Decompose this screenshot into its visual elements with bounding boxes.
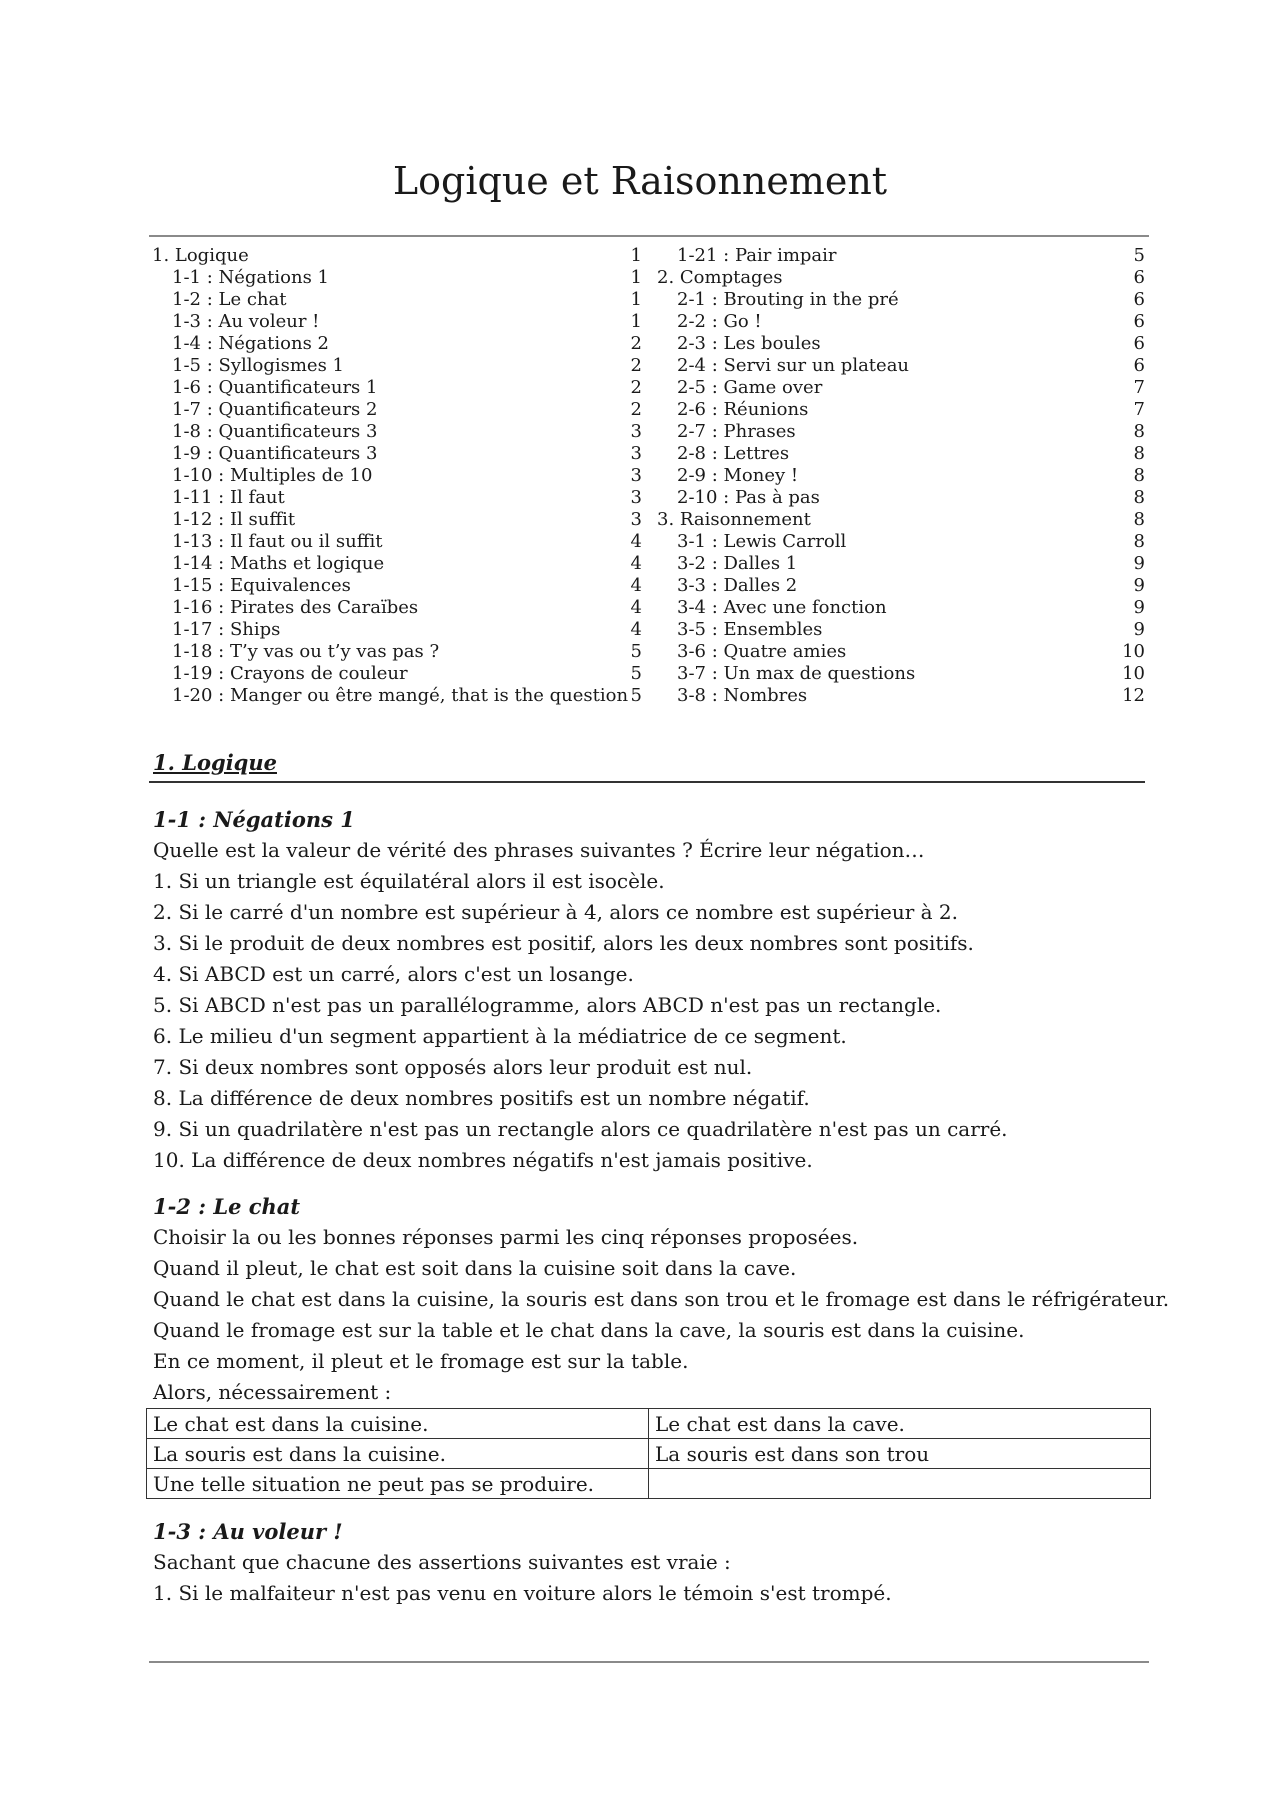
- toc-entry[interactable]: [657, 289, 1145, 311]
- toc-entry[interactable]: [657, 531, 1145, 553]
- toc-entry[interactable]: [657, 267, 1145, 289]
- toc-entry-label: 1-8 : Quantificateurs 3: [172, 421, 378, 442]
- toc-entry-label: 2-2 : Go !: [677, 311, 762, 332]
- toc-entry-label: 1-18 : T’y vas ou t’y vas pas ?: [172, 641, 440, 662]
- toc-entry-page-number: 3: [630, 509, 642, 530]
- toc-entry-label: 1-6 : Quantificateurs 1: [172, 377, 378, 398]
- text-line: Quand le fromage est sur la table et le chat dans la cave, la souris est dans la cuisine.: [153, 1318, 1025, 1342]
- toc-entry-label: 1-3 : Au voleur !: [172, 311, 320, 332]
- toc-entry[interactable]: [152, 509, 642, 531]
- toc-entry-label: 1-20 : Manger ou être mangé, that is the question: [172, 685, 629, 706]
- toc-entry[interactable]: [657, 509, 1145, 531]
- footer-rule: [149, 1661, 1149, 1663]
- toc-entry-label: 1-4 : Négations 2: [172, 333, 329, 354]
- toc-entry-page-number: 2: [630, 333, 642, 354]
- toc-entry-page-number: 6: [1133, 267, 1145, 288]
- toc-entry-label: 2-10 : Pas à pas: [677, 487, 820, 508]
- toc-entry[interactable]: [657, 355, 1145, 377]
- toc-entry-page-number: 5: [1133, 245, 1145, 266]
- chapter-heading: 1. Logique: [153, 750, 277, 775]
- toc-entry-label: 1-11 : Il faut: [172, 487, 285, 508]
- toc-entry[interactable]: [657, 333, 1145, 355]
- toc-entry-page-number: 8: [1133, 443, 1145, 464]
- statement-item: 1. Si un triangle est équilatéral alors il est isocèle.: [153, 869, 665, 893]
- toc-entry[interactable]: [152, 641, 642, 663]
- answer-table: [146, 1408, 1151, 1499]
- toc-entry-label: 3-2 : Dalles 1: [677, 553, 798, 574]
- answer-choice[interactable]: Le chat est dans la cuisine.: [147, 1409, 649, 1439]
- section-intro: Quelle est la valeur de vérité des phrases suivantes ? Écrire leur négation…: [153, 838, 925, 862]
- toc-entry[interactable]: [152, 355, 642, 377]
- toc-entry-page-number: 1: [630, 245, 642, 266]
- toc-entry[interactable]: [657, 487, 1145, 509]
- toc-entry[interactable]: [657, 641, 1145, 663]
- toc-entry[interactable]: [152, 289, 642, 311]
- toc-entry[interactable]: [152, 399, 642, 421]
- toc-entry-page-number: 2: [630, 377, 642, 398]
- problem-text: [153, 1547, 1153, 1609]
- toc-entry[interactable]: [657, 619, 1145, 641]
- section-heading-le-chat: 1-2 : Le chat: [153, 1194, 301, 1219]
- text-line: Quand il pleut, le chat est soit dans la cuisine soit dans la cave.: [153, 1256, 797, 1280]
- statement-item: 5. Si ABCD n'est pas un parallélogramme, alors ABCD n'est pas un rectangle.: [153, 993, 942, 1017]
- toc-entry[interactable]: [657, 465, 1145, 487]
- toc-entry-page-number: 1: [630, 289, 642, 310]
- toc-entry[interactable]: [152, 619, 642, 641]
- answer-choice[interactable]: La souris est dans la cuisine.: [147, 1439, 649, 1469]
- toc-entry-label: 3-3 : Dalles 2: [677, 575, 798, 596]
- toc-entry-label: 1-13 : Il faut ou il suffit: [172, 531, 383, 552]
- problem-text: [153, 1222, 1170, 1408]
- toc-entry-label: 2-5 : Game over: [677, 377, 823, 398]
- toc-entry-label: 3-4 : Avec une fonction: [677, 597, 887, 618]
- title-rule: [149, 235, 1149, 237]
- toc-entry-label: 1. Logique: [152, 245, 249, 266]
- toc-entry[interactable]: [657, 553, 1145, 575]
- toc-entry-page-number: 4: [630, 553, 642, 574]
- toc-entry-page-number: 6: [1133, 289, 1145, 310]
- answer-choice[interactable]: Une telle situation ne peut pas se produire.: [147, 1469, 649, 1499]
- toc-entry[interactable]: [152, 685, 642, 707]
- toc-right-column: [657, 245, 1145, 707]
- text-line: 1. Si le malfaiteur n'est pas venu en voiture alors le témoin s'est trompé.: [153, 1581, 892, 1605]
- toc-entry-label: 2-4 : Servi sur un plateau: [677, 355, 910, 376]
- toc-entry[interactable]: [657, 685, 1145, 707]
- text-line: Sachant que chacune des assertions suivantes est vraie :: [153, 1550, 731, 1574]
- toc-entry[interactable]: [152, 245, 642, 267]
- toc-entry-label: 3-5 : Ensembles: [677, 619, 823, 640]
- toc-entry-label: 2-8 : Lettres: [677, 443, 790, 464]
- toc-entry-label: 3-6 : Quatre amies: [677, 641, 847, 662]
- toc-entry[interactable]: [152, 487, 642, 509]
- statement-list: [153, 866, 1153, 1176]
- toc-entry-label: 1-1 : Négations 1: [172, 267, 329, 288]
- toc-entry-label: 2-7 : Phrases: [677, 421, 796, 442]
- toc-entry[interactable]: [657, 245, 1145, 267]
- toc-entry-label: 1-7 : Quantificateurs 2: [172, 399, 378, 420]
- toc-entry[interactable]: [152, 575, 642, 597]
- toc-entry-page-number: 6: [1133, 333, 1145, 354]
- toc-entry-page-number: 5: [630, 641, 642, 662]
- toc-left-column: [152, 245, 642, 707]
- section-heading-negations-1: 1-1 : Négations 1: [153, 807, 355, 832]
- toc-entry-page-number: 12: [1122, 685, 1145, 706]
- toc-entry-page-number: 8: [1133, 421, 1145, 442]
- text-line: Choisir la ou les bonnes réponses parmi les cinq réponses proposées.: [153, 1225, 859, 1249]
- toc-entry[interactable]: [657, 663, 1145, 685]
- text-line: Alors, nécessairement :: [153, 1380, 392, 1404]
- toc-entry-label: 1-14 : Maths et logique: [172, 553, 385, 574]
- toc-entry-label: 2. Comptages: [657, 267, 783, 288]
- answer-row: [147, 1439, 1151, 1469]
- toc-entry-label: 2-9 : Money !: [677, 465, 799, 486]
- toc-entry-page-number: 4: [630, 597, 642, 618]
- answer-choice[interactable]: Le chat est dans la cave.: [649, 1409, 1151, 1439]
- toc-entry[interactable]: [152, 531, 642, 553]
- toc-entry-label: 3-1 : Lewis Carroll: [677, 531, 847, 552]
- toc-entry[interactable]: [657, 575, 1145, 597]
- statement-item: 10. La différence de deux nombres négatifs n'est jamais positive.: [153, 1148, 813, 1172]
- toc-entry-label: 1-12 : Il suffit: [172, 509, 296, 530]
- toc-entry-page-number: 5: [630, 685, 642, 706]
- toc-entry-label: 1-2 : Le chat: [172, 289, 287, 310]
- toc-entry[interactable]: [152, 267, 642, 289]
- toc-entry-page-number: 3: [630, 421, 642, 442]
- toc-entry-page-number: 5: [630, 663, 642, 684]
- statement-item: 4. Si ABCD est un carré, alors c'est un losange.: [153, 962, 634, 986]
- statement-item: 6. Le milieu d'un segment appartient à la médiatrice de ce segment.: [153, 1024, 847, 1048]
- toc-entry[interactable]: [152, 377, 642, 399]
- answer-choice[interactable]: La souris est dans son trou: [649, 1439, 1151, 1469]
- toc-entry-label: 3-8 : Nombres: [677, 685, 808, 706]
- section-heading-au-voleur: 1-3 : Au voleur !: [153, 1519, 343, 1544]
- toc-entry-page-number: 4: [630, 619, 642, 640]
- statement-item: 7. Si deux nombres sont opposés alors leur produit est nul.: [153, 1055, 753, 1079]
- answer-row: [147, 1409, 1151, 1439]
- toc-entry-page-number: 2: [630, 355, 642, 376]
- toc-entry-label: 1-21 : Pair impair: [677, 245, 837, 266]
- answer-row: [147, 1469, 1151, 1499]
- toc-entry-label: 1-9 : Quantificateurs 3: [172, 443, 378, 464]
- toc-entry-page-number: 4: [630, 575, 642, 596]
- toc-entry[interactable]: [152, 333, 642, 355]
- toc-entry[interactable]: [152, 465, 642, 487]
- toc-entry-page-number: 2: [630, 399, 642, 420]
- chapter-rule: [149, 781, 1145, 783]
- toc-entry-page-number: 8: [1133, 487, 1145, 508]
- toc-entry-label: 3. Raisonnement: [657, 509, 811, 530]
- toc-entry-page-number: 6: [1133, 355, 1145, 376]
- statement-item: 2. Si le carré d'un nombre est supérieur à 4, alors ce nombre est supérieur à 2.: [153, 900, 958, 924]
- toc-entry-page-number: 6: [1133, 311, 1145, 332]
- toc-entry[interactable]: [152, 311, 642, 333]
- statement-item: 3. Si le produit de deux nombres est positif, alors les deux nombres sont positifs.: [153, 931, 974, 955]
- page-title: Logique et Raisonnement: [392, 159, 888, 203]
- toc-entry-page-number: 8: [1133, 465, 1145, 486]
- toc-entry[interactable]: [657, 311, 1145, 333]
- answer-choice[interactable]: [649, 1469, 1151, 1499]
- toc-entry-label: 1-10 : Multiples de 10: [172, 465, 373, 486]
- toc-entry[interactable]: [152, 663, 642, 685]
- toc-entry-page-number: 10: [1122, 663, 1145, 684]
- toc-entry-page-number: 4: [630, 531, 642, 552]
- toc-entry[interactable]: [657, 377, 1145, 399]
- text-line: En ce moment, il pleut et le fromage est sur la table.: [153, 1349, 689, 1373]
- toc-entry-label: 1-17 : Ships: [172, 619, 281, 640]
- statement-item: 9. Si un quadrilatère n'est pas un rectangle alors ce quadrilatère n'est pas un carré.: [153, 1117, 1008, 1141]
- toc-entry-label: 3-7 : Un max de questions: [677, 663, 916, 684]
- toc-entry[interactable]: [152, 597, 642, 619]
- toc-entry[interactable]: [152, 421, 642, 443]
- toc-entry-page-number: 7: [1133, 399, 1145, 420]
- toc-entry-page-number: 9: [1133, 619, 1145, 640]
- toc-entry-page-number: 8: [1133, 509, 1145, 530]
- toc-entry-label: 1-5 : Syllogismes 1: [172, 355, 344, 376]
- toc-entry[interactable]: [657, 443, 1145, 465]
- toc-entry-label: 1-16 : Pirates des Caraïbes: [172, 597, 419, 618]
- toc-entry-page-number: 7: [1133, 377, 1145, 398]
- toc-entry[interactable]: [657, 399, 1145, 421]
- toc-entry-page-number: 3: [630, 443, 642, 464]
- toc-entry-page-number: 3: [630, 465, 642, 486]
- toc-entry-label: 2-6 : Réunions: [677, 399, 809, 420]
- toc-entry-page-number: 9: [1133, 597, 1145, 618]
- toc-entry[interactable]: [657, 421, 1145, 443]
- toc-entry-label: 1-19 : Crayons de couleur: [172, 663, 408, 684]
- toc-entry-label: 2-1 : Brouting in the pré: [677, 289, 899, 310]
- toc-entry-label: 2-3 : Les boules: [677, 333, 821, 354]
- toc-entry-page-number: 9: [1133, 553, 1145, 574]
- statement-item: 8. La différence de deux nombres positifs est un nombre négatif.: [153, 1086, 810, 1110]
- toc-entry-page-number: 10: [1122, 641, 1145, 662]
- toc-entry[interactable]: [152, 443, 642, 465]
- toc-entry-page-number: 9: [1133, 575, 1145, 596]
- toc-entry-page-number: 1: [630, 267, 642, 288]
- toc-entry-page-number: 8: [1133, 531, 1145, 552]
- toc-entry[interactable]: [152, 553, 642, 575]
- toc-entry-page-number: 1: [630, 311, 642, 332]
- chapter-logique: [153, 748, 1170, 1609]
- toc-entry-page-number: 3: [630, 487, 642, 508]
- toc-entry[interactable]: [657, 597, 1145, 619]
- toc-entry-label: 1-15 : Equivalences: [172, 575, 351, 596]
- text-line: Quand le chat est dans la cuisine, la souris est dans son trou et le fromage est dans le réfrigérateur.: [153, 1287, 1170, 1311]
